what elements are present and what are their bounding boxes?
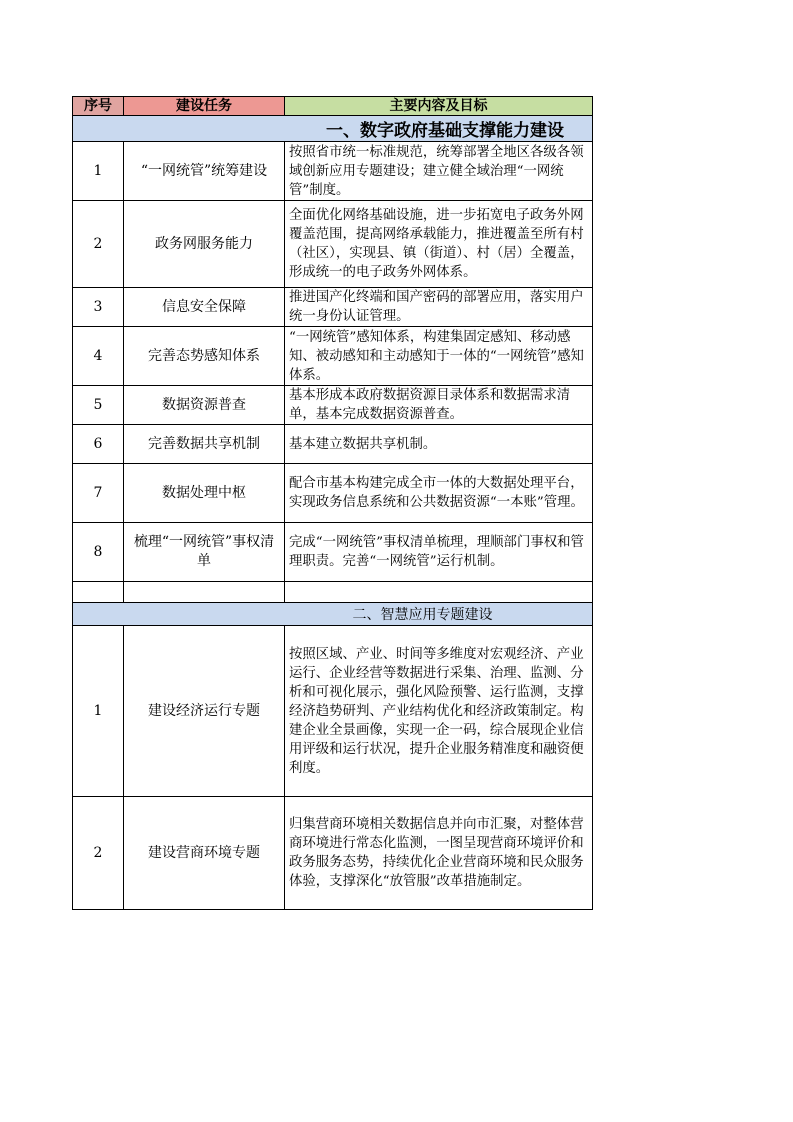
row-content: 按照省市统一标准规范，统筹部署全地区各级各领域创新应用专题建设；建立健全域治理“一网统管”制度。 — [285, 142, 593, 201]
row-content: 全面优化网络基础设施，进一步拓宽电子政务外网覆盖范围，提高网络承载能力，推进覆盖至所有村（社区），实现县、镇（街道）、村（居）全覆盖，形成统一的电子政务外网体系。 — [285, 201, 593, 288]
table-row — [73, 464, 593, 523]
header-task: 建设任务 — [124, 97, 285, 116]
row-content: 配合市基本构建完成全市一体的大数据处理平台，实现政务信息系统和公共数据资源“一本账”管理。 — [285, 464, 593, 523]
header-num: 序号 — [73, 97, 124, 116]
table-row — [73, 523, 593, 582]
section-1-title-row — [73, 116, 593, 142]
row-num: 8 — [73, 523, 124, 582]
table-row — [73, 386, 593, 425]
row-content: 基本建立数据共享机制。 — [285, 425, 593, 464]
row-num: 1 — [73, 142, 124, 201]
table-row — [73, 142, 593, 201]
table-row — [73, 201, 593, 288]
table-header-row — [73, 97, 593, 116]
table-row — [73, 288, 593, 327]
row-num: 4 — [73, 327, 124, 386]
section-2-title-row — [73, 603, 593, 626]
row-task: 完善态势感知体系 — [124, 327, 285, 386]
row-content: 推进国产化终端和国产密码的部署应用，落实用户统一身份认证管理。 — [285, 288, 593, 327]
section-1-title: 一、数字政府基础支撑能力建设 — [73, 116, 593, 142]
header-content: 主要内容及目标 — [285, 97, 593, 116]
task-table — [72, 96, 593, 910]
row-num: 1 — [73, 626, 124, 797]
row-task: 信息安全保障 — [124, 288, 285, 327]
row-task: 梳理“一网统管”事权清单 — [124, 523, 285, 582]
table-row — [73, 327, 593, 386]
blank-cell — [285, 582, 593, 603]
table-row — [73, 425, 593, 464]
table-row — [73, 797, 593, 910]
row-task: 政务网服务能力 — [124, 201, 285, 288]
row-task: 建设经济运行专题 — [124, 626, 285, 797]
row-content: “一网统管”感知体系，构建集固定感知、移动感知、被动感知和主动感知于一体的“一网统管”感知体系。 — [285, 327, 593, 386]
row-task: 建设营商环境专题 — [124, 797, 285, 910]
row-content: 完成“一网统管”事权清单梳理，理顺部门事权和管理职责。完善“一网统管”运行机制。 — [285, 523, 593, 582]
blank-cell — [124, 582, 285, 603]
row-num: 2 — [73, 201, 124, 288]
row-num: 7 — [73, 464, 124, 523]
row-content: 按照区域、产业、时间等多维度对宏观经济、产业运行、企业经营等数据进行采集、治理、监测、分析和可视化展示，强化风险预警、运行监测，支撑经济趋势研判、产业结构优化和经济政策制定。构建企业全景画像，实现一企一码，综合展现企业信用评级和运行状况，提升企业服务精准度和融资便利度。 — [285, 626, 593, 797]
blank-cell — [73, 582, 124, 603]
row-num: 3 — [73, 288, 124, 327]
row-num: 5 — [73, 386, 124, 425]
table-row — [73, 626, 593, 797]
row-num: 6 — [73, 425, 124, 464]
blank-row — [73, 582, 593, 603]
row-task: 数据处理中枢 — [124, 464, 285, 523]
row-task: “一网统管”统筹建设 — [124, 142, 285, 201]
row-content: 归集营商环境相关数据信息并向市汇聚，对整体营商环境进行常态化监测，一图呈现营商环境评价和政务服务态势，持续优化企业营商环境和民众服务体验，支撑深化“放管服”改革措施制定。 — [285, 797, 593, 910]
row-task: 数据资源普查 — [124, 386, 285, 425]
row-task: 完善数据共享机制 — [124, 425, 285, 464]
row-num: 2 — [73, 797, 124, 910]
section-2-title: 二、智慧应用专题建设 — [73, 603, 593, 626]
row-content: 基本形成本政府数据资源目录体系和数据需求清单，基本完成数据资源普查。 — [285, 386, 593, 425]
